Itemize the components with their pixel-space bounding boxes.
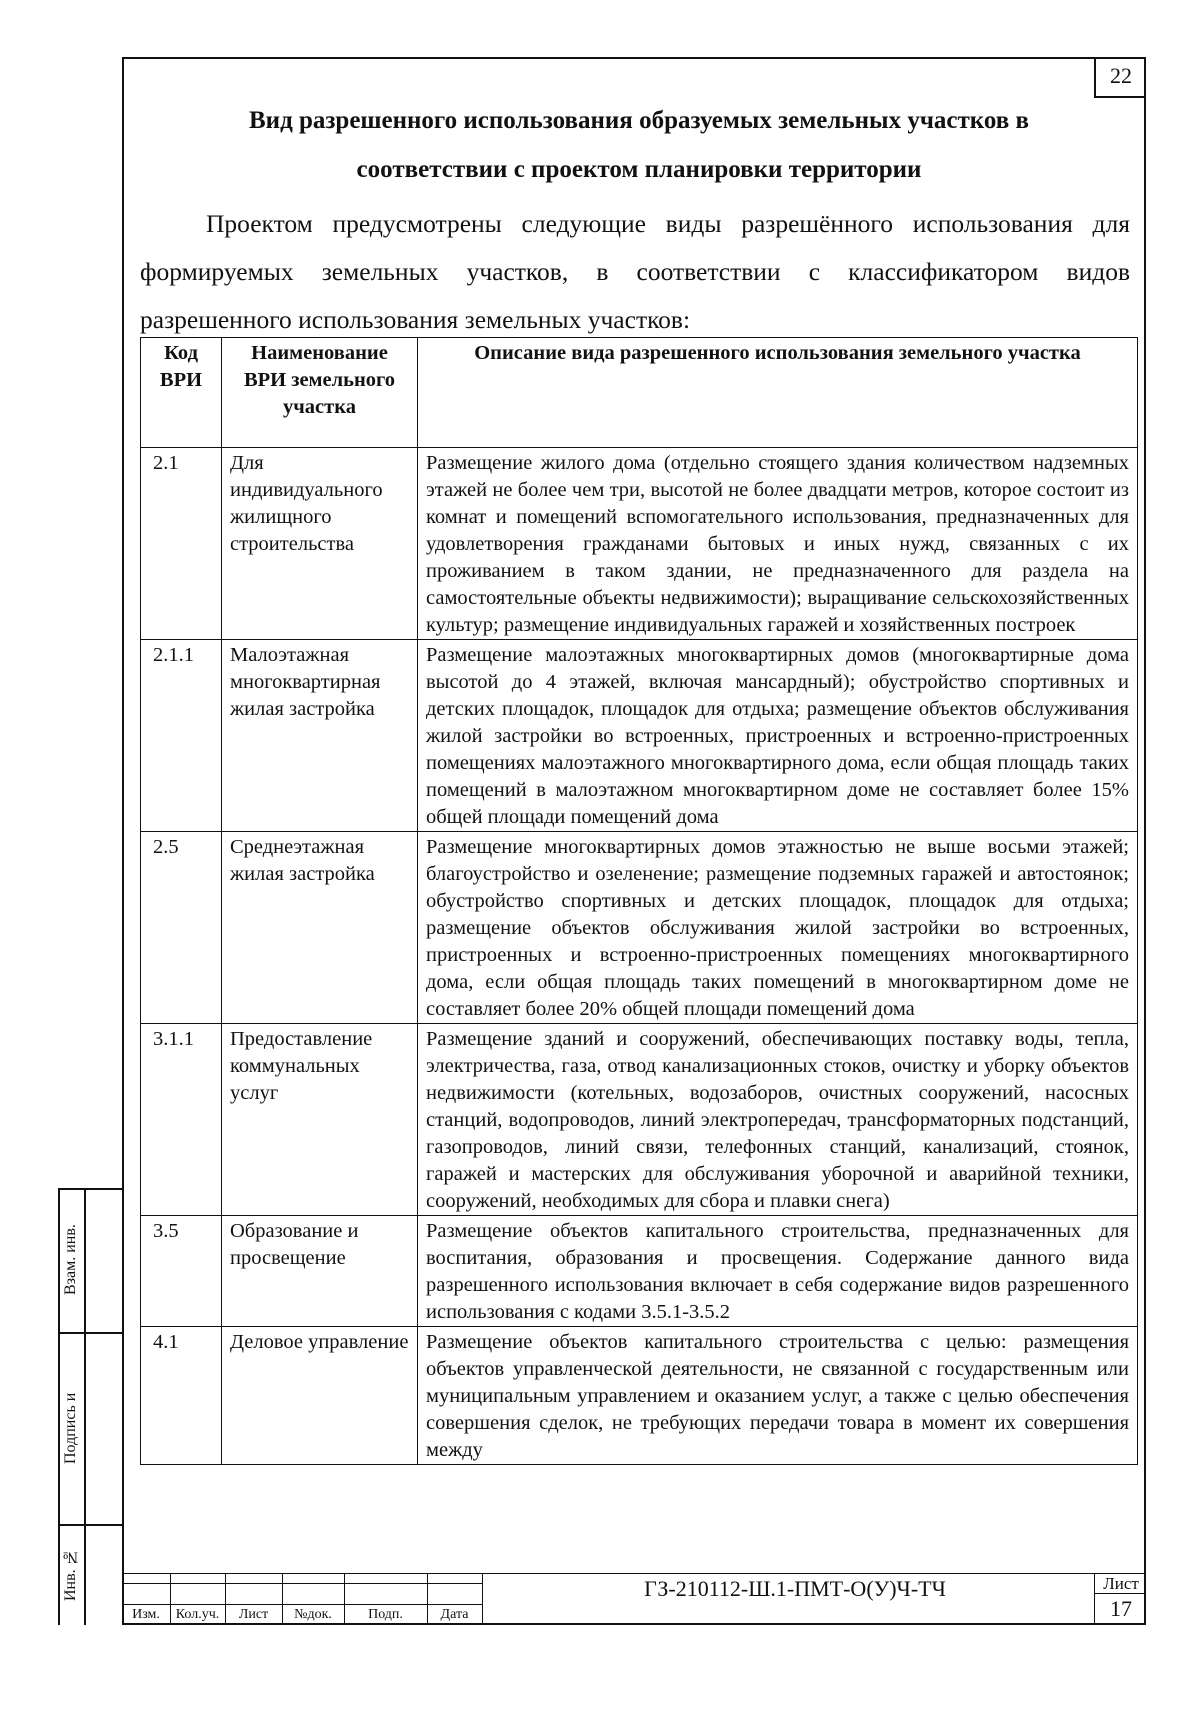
title-line-2: соответствии с проектом планировки территории: [356, 156, 922, 183]
sheet-label: Лист: [1103, 1574, 1139, 1593]
header-code: Код ВРИ: [141, 338, 222, 448]
row-description: Размещение объектов капитального строительства с целью: размещения объектов управленческой деятельности, не связанной с государственным или муниципальным управлением и оказанием услуг, а также с целью обеспечения совершения сделок, не требующих передачи товара в момент их совершения между: [418, 1327, 1138, 1465]
row-code: 3.1.1: [141, 1024, 222, 1216]
row-name: Малоэтажная многоквартирная жилая застройка: [222, 640, 418, 832]
table-row: [141, 1216, 1138, 1327]
side-stamp-separator: [84, 1188, 86, 1625]
row-name: Предоставление коммунальных услуг: [222, 1024, 418, 1216]
table-header-row: [141, 338, 1138, 448]
side-stamp: [58, 1188, 122, 1625]
row-description: Размещение жилого дома (отдельно стоящего здания количеством надземных этажей не более чем три, высотой не более двадцати метров, которое состоит из комнат и помещений вспомогательного использования, предназначенных для удовлетворения гражданами бытовых и иных нужд, связанных с их проживанием в таком здании, не предназначенного для раздела на самостоятельные объекты недвижимости); выращивание сельскохозяйственных культур; размещение индивидуальных гаражей и хозяйственных построек: [418, 448, 1138, 640]
row-description: Размещение зданий и сооружений, обеспечивающих поставку воды, тепла, электричества, газа, отвод канализационных стоков, очистку и уборку объектов недвижимости (котельных, водозаборов, очистных сооружений, насосных станций, водопроводов, линий электропередач, трансформаторных подстанций, газопроводов, линий связи, телефонных станций, канализаций, стоянок, гаражей и мастерских для обслуживания уборочной и аварийной техники, сооружений, необходимых для сбора и плавки снега): [418, 1024, 1138, 1216]
row-description: Размещение малоэтажных многоквартирных домов (многоквартирные дома высотой до 4 этажей, включая мансардный); обустройство спортивных и детских площадок, площадок для отдыха; размещение объектов обслуживания жилой застройки во встроенных, пристроенных и встроенно-пристроенных помещениях малоэтажного многоквартирного дома, если общая площадь таких помещений в малоэтажном многоквартирном доме не составляет более 15% общей площади помещений дома: [418, 640, 1138, 832]
row-code: 2.1.1: [141, 640, 222, 832]
stamp-col-podp: Подп.: [368, 1607, 403, 1622]
page-number: 22: [1094, 57, 1146, 98]
label-inv-no: Инв. №: [62, 1548, 79, 1601]
table-row: [141, 448, 1138, 640]
stamp-col-koluch: Кол.уч.: [175, 1607, 220, 1622]
row-name: Для индивидуального жилищного строительства: [222, 448, 418, 640]
row-code: 4.1: [141, 1327, 222, 1465]
stamp-col-list: Лист: [238, 1607, 269, 1622]
header-name: Наименование ВРИ земельного участка: [222, 338, 418, 448]
row-name: Образование и просвещение: [222, 1216, 418, 1327]
vri-table: [140, 337, 1138, 1465]
row-code: 2.1: [141, 448, 222, 640]
stamp-col-data: Дата: [440, 1607, 469, 1622]
table-row: [141, 832, 1138, 1024]
stamp-col-izm: Изм.: [132, 1607, 160, 1622]
row-name: Деловое управление: [222, 1327, 418, 1465]
row-code: 2.5: [141, 832, 222, 1024]
intro-paragraph: Проектом предусмотрены следующие виды разрешённого использования для формируемых земельных участков, в соответствии с классификатором видов разрешенного использования земельных участков:: [140, 209, 1130, 334]
row-description: Размещение объектов капитального строительства, предназначенных для воспитания, образования и просвещения. Содержание данного вида разрешенного использования включает в себя содержание видов разрешенного использования с кодами 3.5.1-3.5.2: [418, 1216, 1138, 1327]
sheet-number: 17: [1110, 1596, 1132, 1621]
title-line-1: Вид разрешенного использования образуемых земельных участков в: [248, 107, 1030, 134]
row-description: Размещение многоквартирных домов этажностью не выше восьми этажей; благоустройство и озеленение; размещение подземных гаражей и автостоянок; обустройство спортивных и детских площадок, площадок для отдыха; размещение объектов обслуживания жилой застройки во встроенных, пристроенных и встроенно-пристроенных помещениях многоквартирного дома, если общая площадь таких помещений в многоквартирном доме не составляет более 20% общей площади помещений дома: [418, 832, 1138, 1024]
document-body: [140, 96, 1130, 344]
label-vzam-inv: Взам. инв.: [62, 1224, 79, 1296]
title-block-col-line: [482, 1573, 483, 1625]
document-code: ГЗ-210112-Ш.1-ПМТ-О(У)Ч-ТЧ: [644, 1576, 946, 1601]
document-title: [140, 96, 1130, 194]
stamp-col-nodok: №док.: [294, 1607, 332, 1622]
row-code: 3.5: [141, 1216, 222, 1327]
row-name: Среднеэтажная жилая застройка: [222, 832, 418, 1024]
header-description: Описание вида разрешенного использования земельного участка: [418, 338, 1138, 448]
table-row: [141, 1024, 1138, 1216]
table-row: [141, 1327, 1138, 1465]
title-block-line: [122, 1583, 482, 1584]
table-row: [141, 640, 1138, 832]
label-podpis: Подпись и: [62, 1392, 79, 1464]
